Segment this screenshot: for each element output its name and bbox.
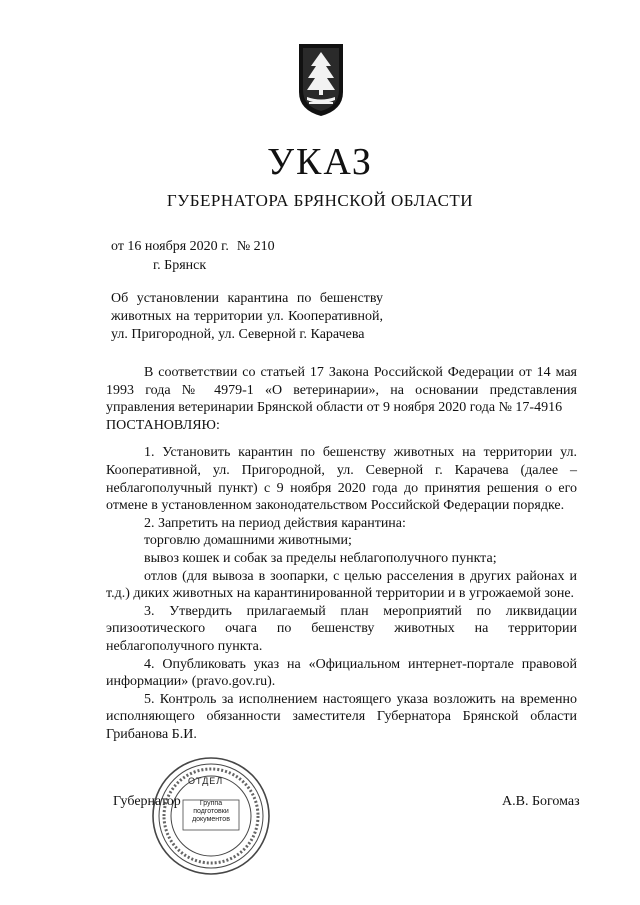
clause-3: 3. Утвердить прилагаемый план мероприятий по ликвидации эпизоотического очага по бешенству животных на территории неблагополучного пункта. [106, 603, 577, 654]
signatory-name: А.В. Богомаз [502, 794, 580, 809]
document-date-line [111, 238, 275, 256]
document-number: № 210 [236, 239, 275, 254]
clause-1: 1. Установить карантин по бешенству животных на территории ул. Кооперативной, ул. Пригородной, ул. Северной г. Карачева (далее – неблагополучный пункт) с 9 ноября 2020 года до принятия решения о его отмене в установленном законодательством Российской Федерации порядке. [106, 445, 577, 514]
stamp-label: ОТДЕЛ [188, 776, 224, 786]
document-city: г. Брянск [153, 258, 207, 273]
clause-2: 2. Запретить на период действия карантина: [144, 515, 406, 531]
stamp-inner-line-3: документов [192, 816, 230, 823]
document-body [106, 364, 577, 743]
stamp-inner-text [183, 800, 239, 824]
subject-line-1: Об установлении карантина по бешенству [111, 291, 383, 306]
document-title: УКАЗ [267, 141, 373, 183]
document-subject [111, 290, 383, 344]
preamble-paragraph: В соответствии со статьей 17 Закона Российской Федерации от 14 мая 1993 года № 4979-1 «О ветеринарии», на основании представления управления ветеринарии Брянской области от 9 ноября 2020 года № 17-4916 [106, 365, 577, 416]
signatory-position: Губернатор [113, 794, 181, 809]
clause-2-item-a: торговлю домашними животными; [144, 533, 352, 549]
clause-5: 5. Контроль за исполнением настоящего указа возложить на временно исполняющего обязанности заместителя Губернатора Брянской области Грибанова Б.И. [106, 691, 577, 742]
clause-4: 4. Опубликовать указ на «Официальном интернет-портале правовой информации» (pravo.gov.ru). [106, 656, 577, 690]
document-issuer: ГУБЕРНАТОРА БРЯНСКОЙ ОБЛАСТИ [166, 191, 474, 210]
subject-line-2: животных на территории ул. Кооперативной, [111, 309, 383, 324]
document-date: от 16 ноября 2020 г. [111, 239, 229, 254]
coat-of-arms-icon [297, 42, 345, 118]
stamp-inner-line-2: подготовки [193, 808, 229, 815]
decree-keyword: ПОСТАНОВЛЯЮ: [106, 417, 220, 433]
stamp-inner-line-1: Группа [199, 800, 223, 807]
clause-2-item-b: вывоз кошек и собак за пределы неблагополучного пункта; [144, 550, 497, 566]
subject-line-3: ул. Пригородной, ул. Северной г. Карачева [111, 327, 365, 342]
clause-2-item-c: отлов (для вывоза в зоопарки, с целью расселения в других районах и т.д.) диких животных на карантинированной территории и в угрожаемой зоне. [106, 568, 577, 602]
